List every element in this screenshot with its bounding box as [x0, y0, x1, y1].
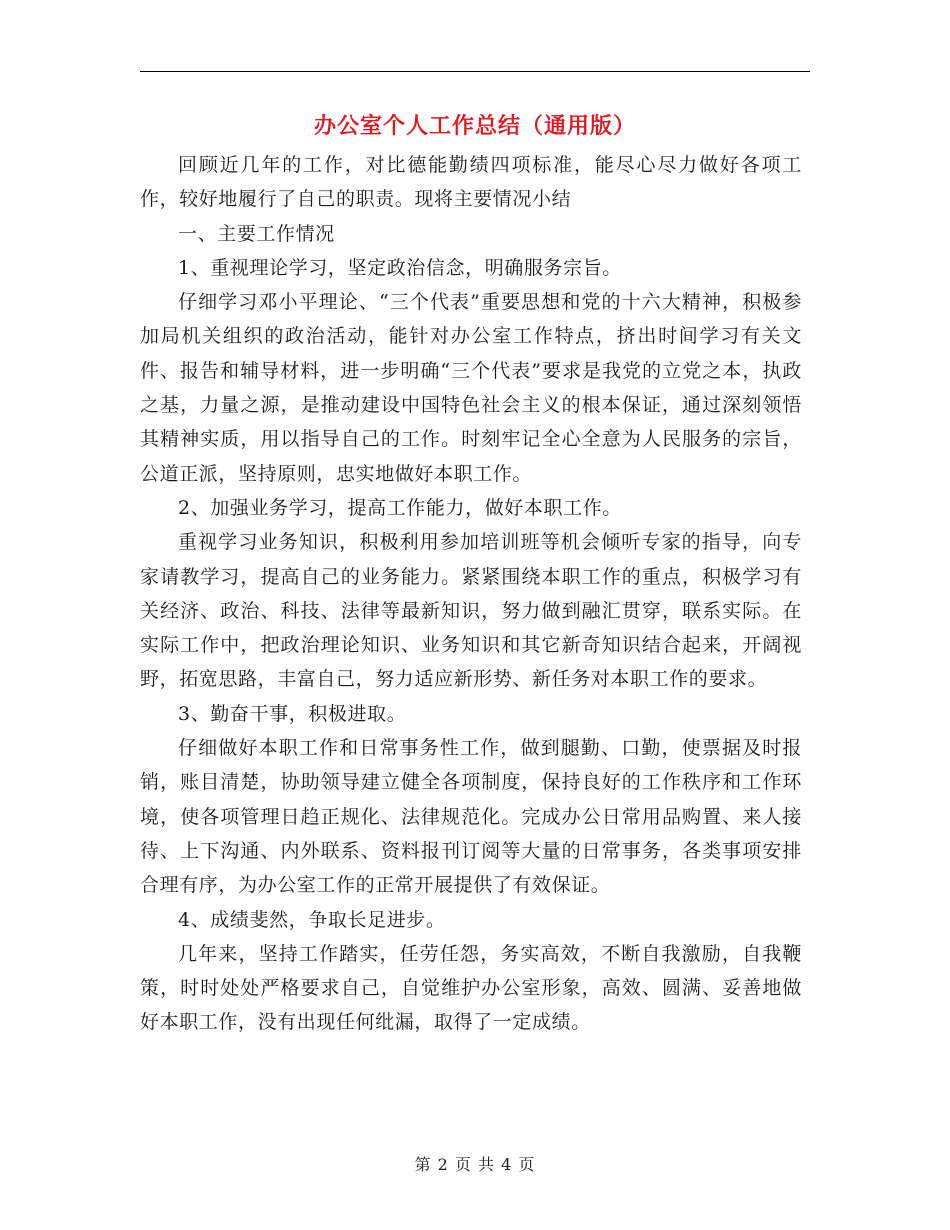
subheading-1: 1、重视理论学习，坚定政治信念，明确服务宗旨。: [178, 256, 622, 279]
subheading-4: 4、成绩斐然，争取长足进步。: [178, 908, 446, 931]
paragraph-1: 仔细学习邓小平理论、“三个代表”重要思想和党的十六大精神，积极参加局机关组织的政治活动，能针对办公室工作特点，挤出时间学习有关文件、报告和辅导材料，进一步明确“三个代表”要求是我党的立党之本，执政之基，力量之源，是推动建设中国特色社会主义的根本保证，通过深刻领悟其精神实质，用以指导自己的工作。时刻牢记全心全意为人民服务的宗旨，公道正派，坚持原则，忠实地做好本职工作。: [140, 291, 802, 485]
paragraph-4: 几年来，坚持工作踏实，任劳任怨，务实高效，不断自我激励，自我鞭策，时时处处严格要求自己，自觉维护办公室形象，高效、圆满、妥善地做好本职工作，没有出现任何纰漏，取得了一定成绩。: [140, 942, 802, 1034]
document-title: 办公室个人工作总结（通用版）: [313, 113, 636, 139]
paragraph-3: 仔细做好本职工作和日常事务性工作，做到腿勤、口勤，使票据及时报销，账目清楚，协助领导建立健全各项制度，保持良好的工作秩序和工作环境，使各项管理日趋正规化、法律规范化。完成办公日常用品购置、来人接待、上下沟通、内外联系、资料报刊订阅等大量的日常事务，各类事项安排合理有序，为办公室工作的正常开展提供了有效保证。: [140, 737, 802, 897]
section-heading: 一、主要工作情况: [178, 222, 335, 245]
paragraph-intro: 回顾近几年的工作，对比德能勤绩四项标准，能尽心尽力做好各项工作，较好地履行了自己的职责。现将主要情况小结: [140, 154, 802, 211]
subheading-2: 2、加强业务学习，提高工作能力，做好本职工作。: [178, 496, 622, 519]
paragraph-2: 重视学习业务知识，积极利用参加培训班等机会倾听专家的指导，向专家请教学习，提高自己的业务能力。紧紧围绕本职工作的重点，积极学习有关经济、政治、科技、法律等最新知识，努力做到融汇贯穿，联系实际。在实际工作中，把政治理论知识、业务知识和其它新奇知识结合起来，开阔视野，拓宽思路，丰富自己，努力适应新形势、新任务对本职工作的要求。: [140, 531, 802, 691]
page-footer: 第 2 页 共 4 页: [414, 1155, 536, 1174]
document-body: [140, 148, 802, 1040]
subheading-3: 3、勤奋干事，积极进取。: [178, 702, 407, 725]
header-rule: [140, 71, 810, 72]
